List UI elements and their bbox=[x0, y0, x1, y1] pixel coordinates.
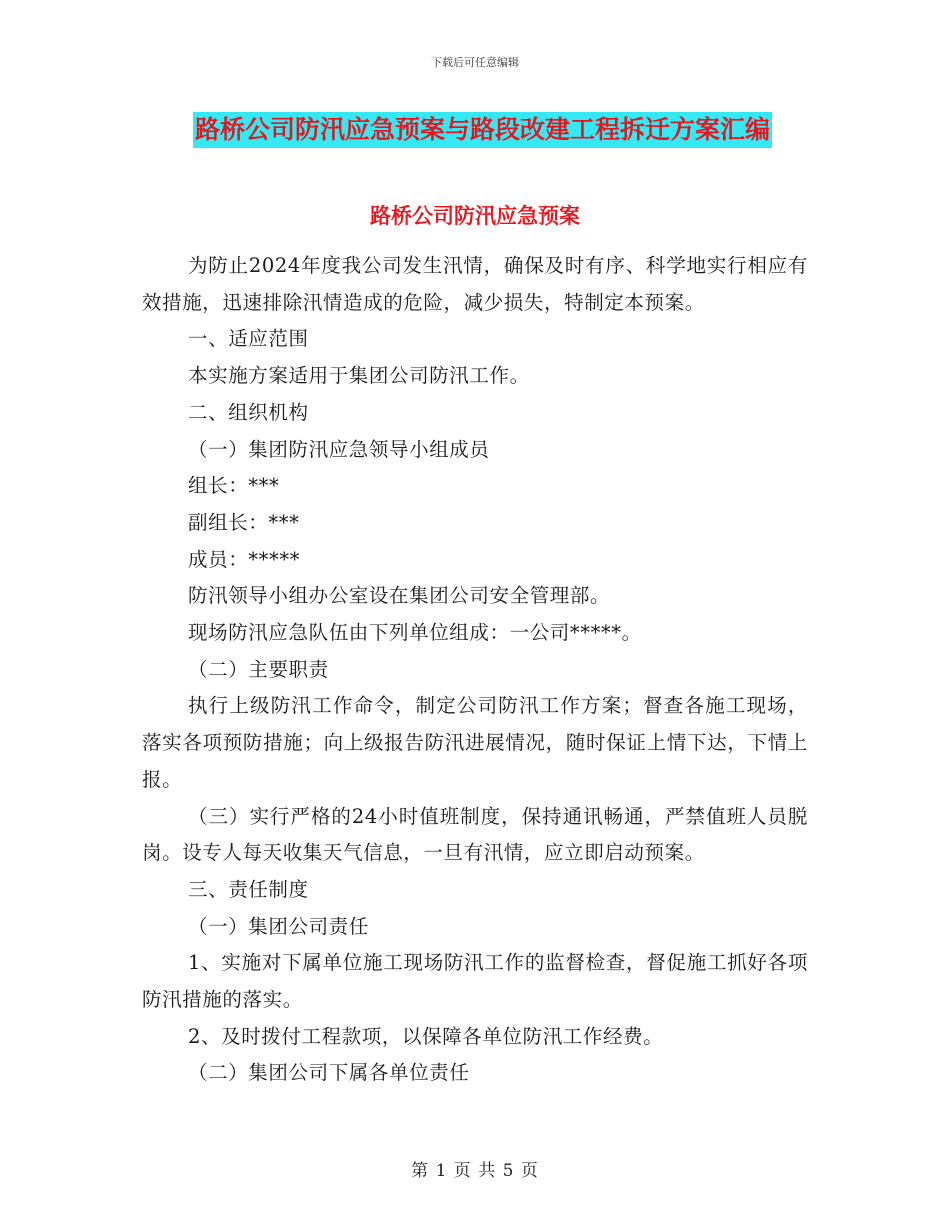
paragraph-office: 防汛领导小组办公室设在集团公司安全管理部。 bbox=[188, 584, 611, 608]
paragraph-duties: 执行上级防汛工作命令，制定公司防汛工作方案；督查各施工现场，落实各项预防措施；向上级报告防汛进展情况，随时保证上情下达，下情上报。 bbox=[142, 694, 808, 791]
heading-organization: 二、组织机构 bbox=[188, 400, 309, 424]
paragraph-supervision: 1、实施对下属单位施工现场防汛工作的监督检查，督促施工抓好各项防汛措施的落实。 bbox=[142, 951, 808, 1012]
paragraph-duty-system: （三）实行严格的24小时值班制度，保持通讯畅通，严禁值班人员脱岗。设专人每天收集天气信息，一旦有汛情，应立即启动预案。 bbox=[142, 804, 808, 865]
heading-scope: 一、适应范围 bbox=[188, 327, 309, 351]
subheading-unit-responsibility: （二）集团公司下属各单位责任 bbox=[188, 1061, 470, 1085]
document-title: 路桥公司防汛应急预案与路段改建工程拆迁方案汇编 bbox=[193, 112, 772, 148]
paragraph-deputy-leader: 副组长：*** bbox=[188, 510, 300, 534]
paragraph-field-team: 现场防汛应急队伍由下列单位组成：一公司*****。 bbox=[188, 621, 642, 645]
paragraph-members: 成员：***** bbox=[188, 547, 301, 571]
paragraph-intro: 为防止2024年度我公司发生汛情，确保及时有序、科学地实行相应有效措施，迅速排除汛情造成的危险，减少损失，特制定本预案。 bbox=[142, 254, 808, 314]
document-body bbox=[142, 248, 808, 1092]
page-number: 第 1 页 共 5 页 bbox=[411, 1161, 539, 1181]
subheading-leadership-group: （一）集团防汛应急领导小组成员 bbox=[188, 437, 490, 461]
heading-responsibility: 三、责任制度 bbox=[188, 877, 309, 901]
subheading-group-responsibility: （一）集团公司责任 bbox=[188, 914, 369, 938]
paragraph-leader: 组长：*** bbox=[188, 474, 280, 498]
subheading-duties: （二）主要职责 bbox=[188, 657, 329, 681]
paragraph-funding: 2、及时拨付工程款项，以保障各单位防汛工作经费。 bbox=[188, 1024, 664, 1048]
paragraph-scope: 本实施方案适用于集团公司防汛工作。 bbox=[188, 364, 530, 388]
header-note: 下载后可任意编辑 bbox=[431, 56, 519, 69]
section-title: 路桥公司防汛应急预案 bbox=[370, 203, 580, 228]
